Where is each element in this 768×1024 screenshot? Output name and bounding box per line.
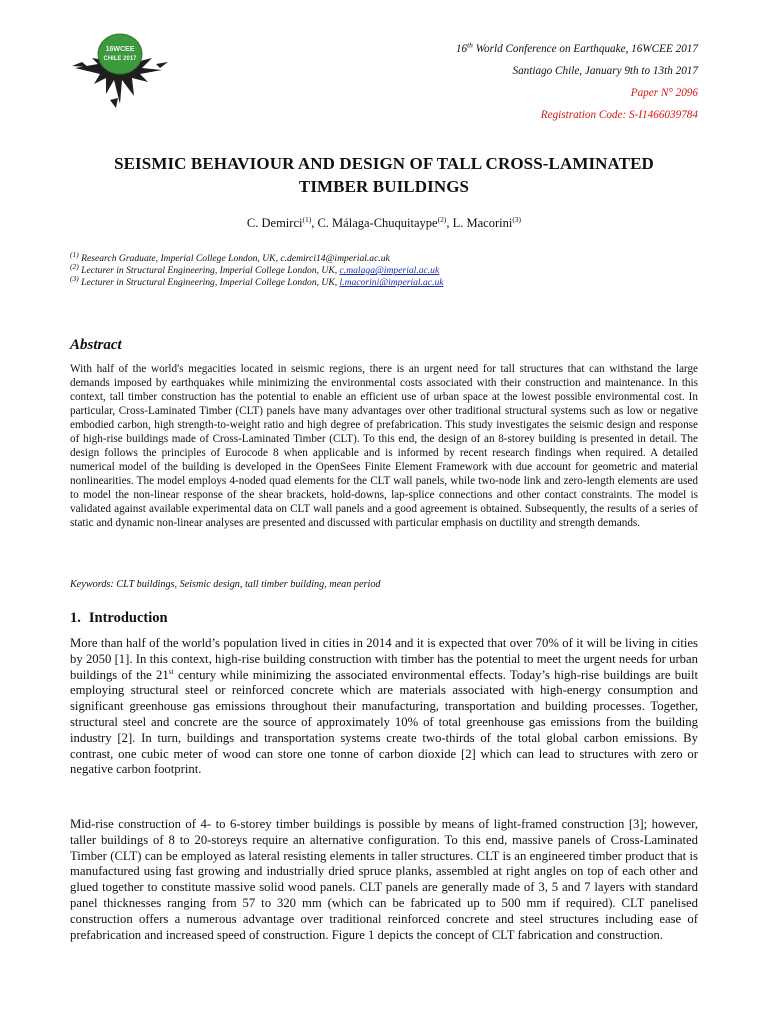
registration-code: Registration Code: S-I1466039784 — [540, 109, 698, 121]
affiliation-2: $^{(2)}$ Lecturer in Structural Engineering, Imperial College London, UK, c.malaga@imperial.ac.uk — [70, 262, 440, 277]
author-1: C. Demirci — [246, 216, 303, 230]
conference-line: 16th World Conference on Earthquake, 16WCEE 2017 — [455, 40, 698, 55]
author-list — [60, 216, 708, 231]
author-2: , C. Málaga-Chuquitaype — [311, 216, 438, 230]
affiliation-3: $^{(3)}$ Lecturer in Structural Engineering, Imperial College London, UK, l.macorini@imperial.ac.uk — [70, 274, 444, 289]
email-link-2[interactable]: c.malaga@imperial.ac.uk — [339, 265, 440, 277]
author-3-mark: (3) — [512, 214, 522, 224]
section-number: 1. — [70, 610, 81, 626]
title-line-2: TIMBER BUILDINGS — [298, 177, 470, 196]
section-title: Introduction — [88, 610, 168, 626]
email-link-3[interactable]: l.macorini@imperial.ac.uk — [339, 277, 444, 289]
logo-text-2: CHILE 2017 — [103, 56, 137, 62]
author-2-mark: (2) — [437, 214, 447, 224]
section-heading-introduction — [70, 610, 176, 627]
paper-title — [60, 152, 708, 198]
title-line-1: SEISMIC BEHAVIOUR AND DESIGN OF TALL CROSS-LAMINATED — [114, 154, 654, 173]
intro-paragraph-1: More than half of the world’s population lived in cities in 2014 and it is expected that over 70% of it will be living in cities by 2050 [1]. In this context, high-rise building construction with timber has the potential to meet the urgent needs for urban buildings of the 21st century while minimizing the associated environmental effects. Today’s high-rise buildings are built employing structural steel or reinforced concrete which are materials associated with high-energy consumption and significant greenhouse gas emissions throughout their manufacturing, transportation and building processes. Together, structural steel and concrete are the source of approximately 10% of total greenhouse gas emissions from the building industry [2]. In turn, buildings and transportation systems create two-thirds of the total global carbon emissions. By contrast, one cubic meter of wood can store one tonne of carbon dioxide [2] which can lead to structures with zero or negative carbon footprint. — [70, 636, 698, 777]
conference-logo — [70, 20, 170, 110]
author-3: , L. Macorini — [446, 216, 513, 230]
logo-text-1: 16WCEE — [105, 46, 135, 53]
affiliation-1: $^{(1)}$ Research Graduate, Imperial College London, UK, c.demirci14@imperial.ac.uk — [70, 249, 390, 264]
affiliations — [70, 249, 708, 290]
abstract-text: With half of the world's megacities located in seismic regions, there is an urgent need for tall structures that can withstand the large demands imposed by earthquakes while minimizing the environmental costs associated with their construction and maintenance. In this context, tall timber construction has the potential to enable an efficient use of urban space at the lowest possible environmental cost. In particular, Cross-Laminated Timber (CLT) panels have many advantages over other traditional structural systems such as low or negative embodied carbon, high strength-to-weight ratio and high degree of prefabrication. This study investigates the seismic design and response of high-rise buildings made of Cross-Laminated Timber (CLT). To this end, the design of an 8-storey building is presented in detail. The design follows the principles of Eurocode 8 when applicable and is informed by recent research findings when required. A detailed numerical model of the building is developed in the OpenSees Finite Element Framework with due account for geometric and material nonlinearities. The model employs 4-noded quad elements for the CLT wall panels, while two-node link and zero-length elements are used to model the non-linear response of the shear brackets, hold-downs, lap-splice connections and other contact constraints. The model is validated against available experimental data on CLT wall panels and a good agreement is obtained. Subsequently, the results of a series of static and dynamic non-linear analyses are presented and discussed with particular emphasis on ductility and strength demands. — [70, 363, 698, 529]
conference-header — [456, 38, 698, 126]
keywords: Keywords: CLT buildings, Seismic design, tall timber building, mean period — [70, 579, 381, 590]
conference-location: Santiago Chile, January 9th to 13th 2017 — [512, 65, 698, 77]
abstract-heading: Abstract — [70, 337, 122, 353]
author-1-mark: (1) — [302, 214, 312, 224]
paper-number: Paper N° 2096 — [630, 87, 698, 99]
intro-paragraph-2: Mid-rise construction of 4- to 6-storey timber buildings is possible by means of light-framed construction [3]; however, taller buildings of 8 to 20-storeys require an alternative configuration. To this end, massive panels of Cross-Laminated Timber (CLT) can be employed as lateral resisting elements in taller structures. CLT is an engineered timber product that is manufactured using fast growing and industrially dried spruce planks, assembled at right angles on top of each other and glued together to constitute massive solid wood panels. CLT panels are generally made of 3, 5 and 7 layers with standard panel thicknesses ranging from 57 to 320 mm (which can be fabricated up to 500 mm if required). CLT panelised construction offers a numerous advantage over traditional reinforced concrete and steel structures including ease of prefabrication and increased speed of construction. Figure 1 depicts the concept of CLT fabrication and construction. — [70, 817, 698, 942]
